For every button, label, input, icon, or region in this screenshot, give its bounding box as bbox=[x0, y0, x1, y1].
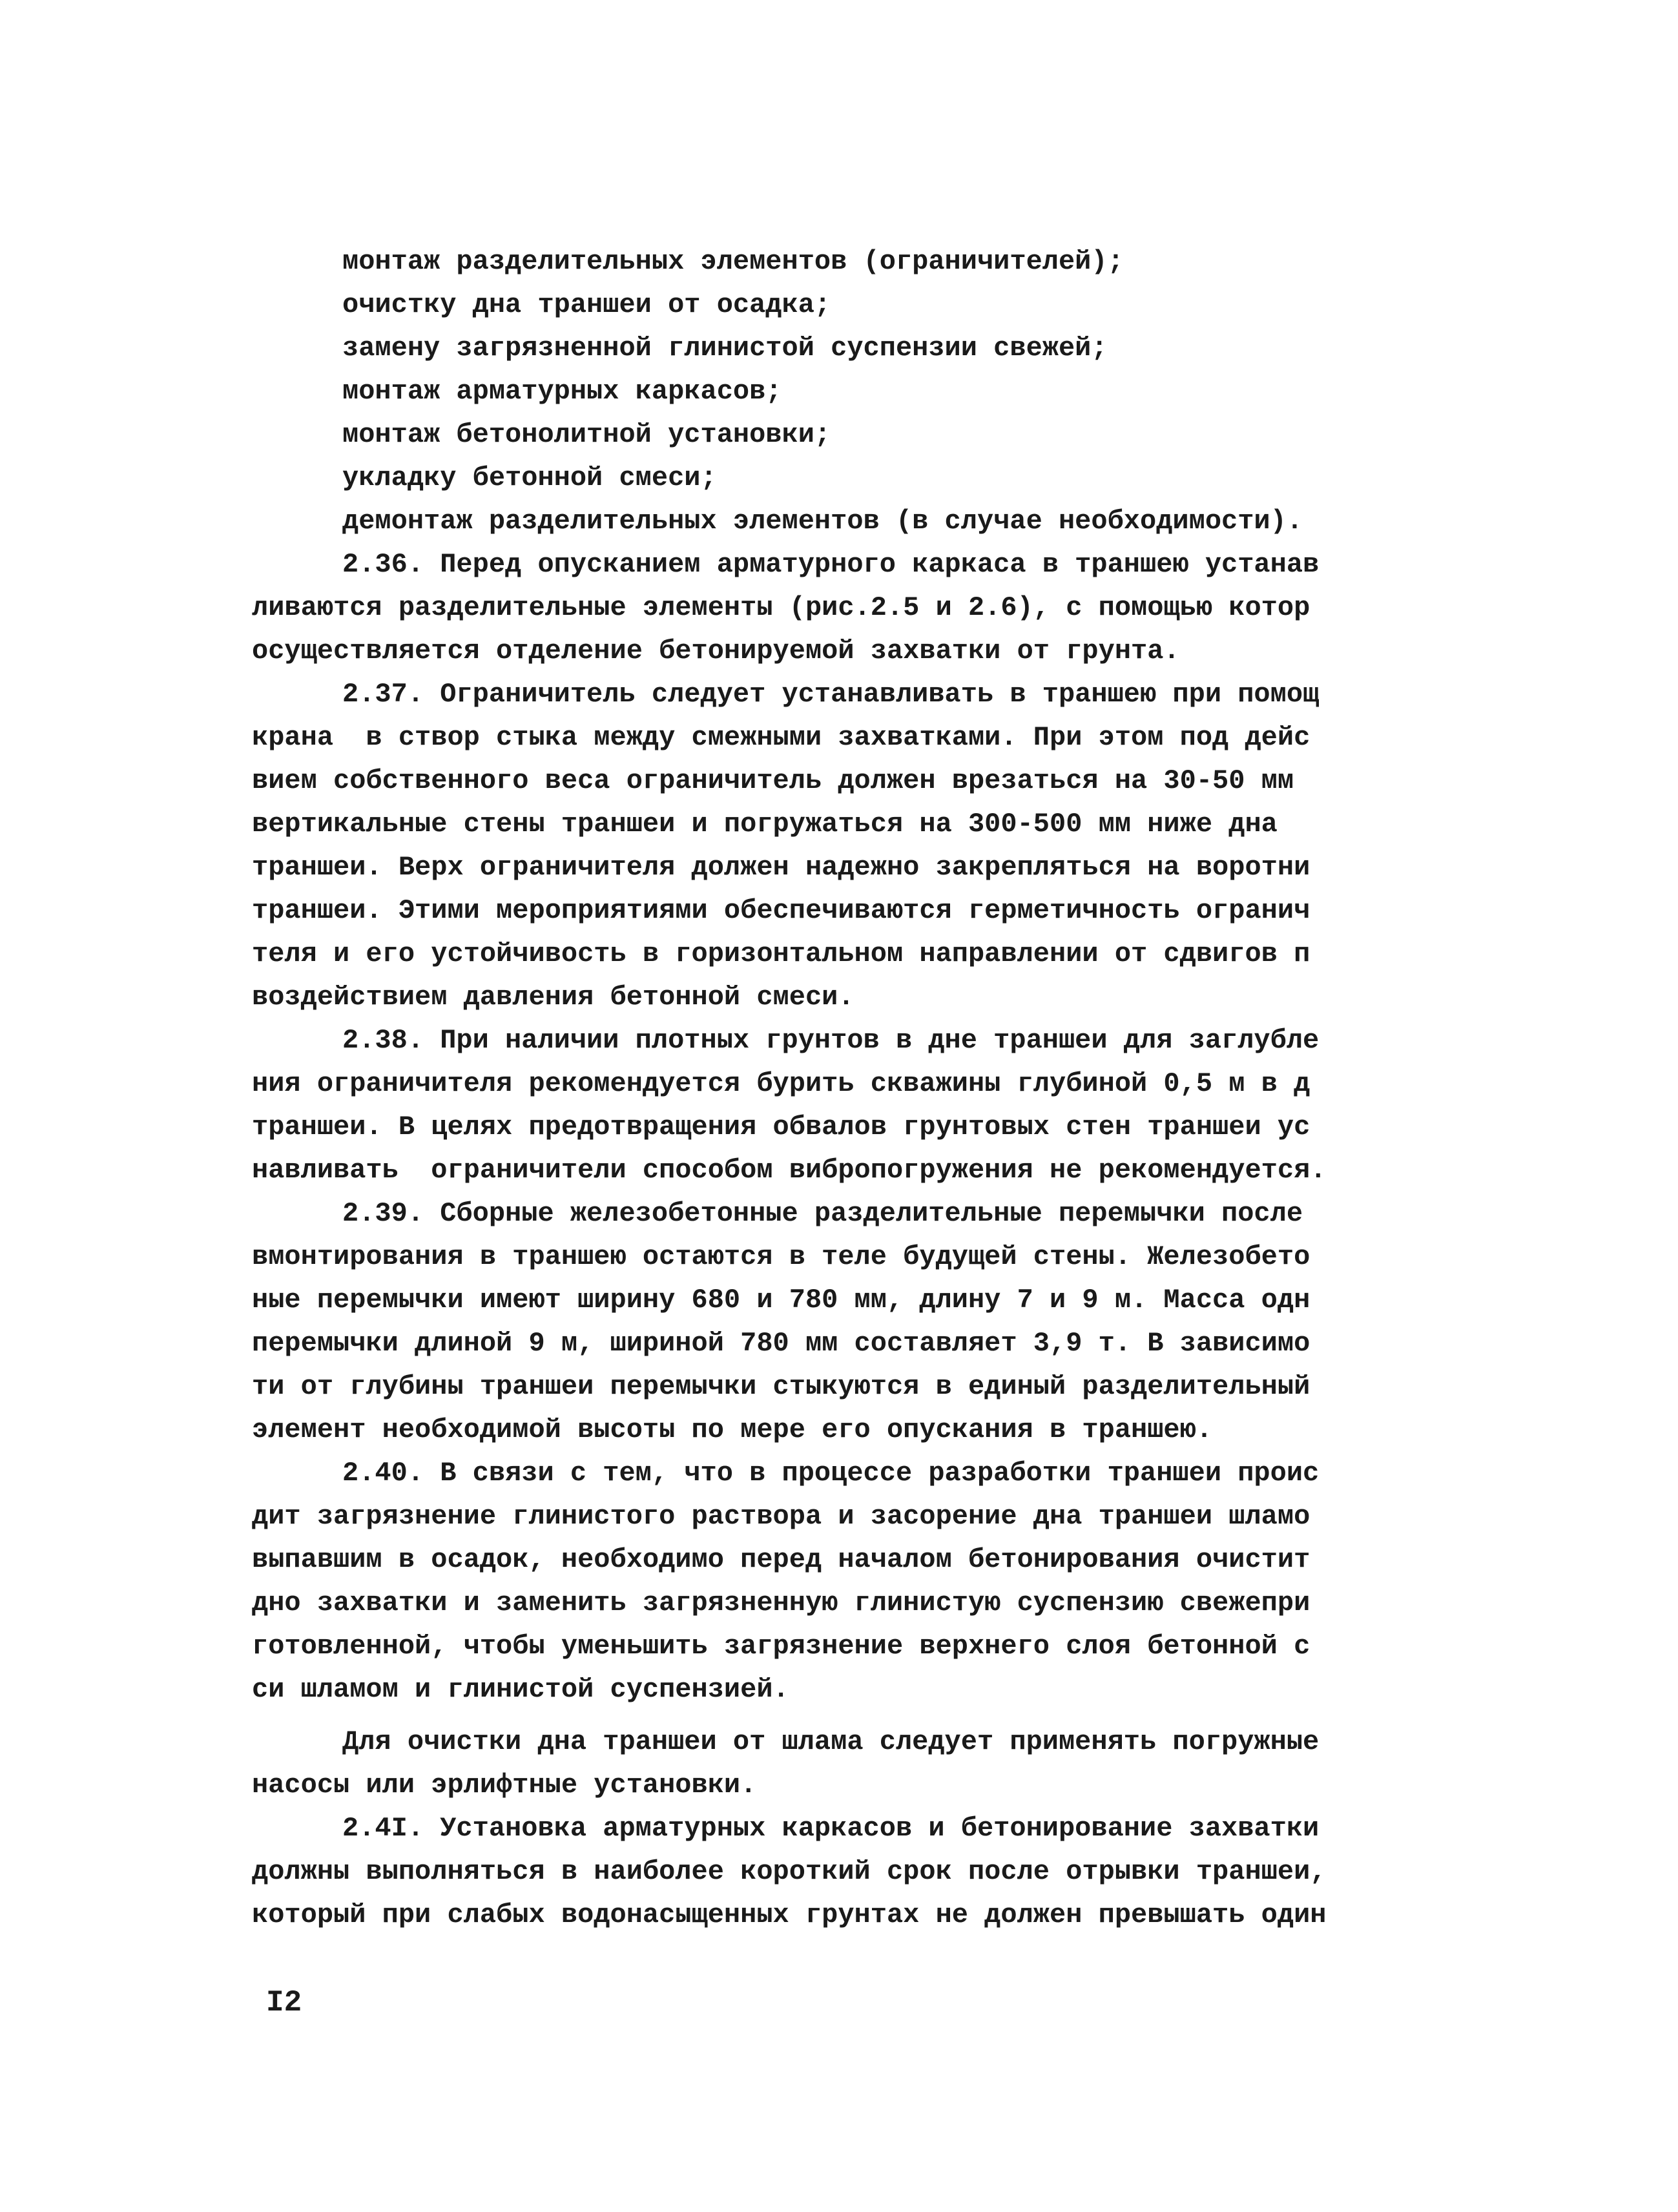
text-line: траншеи. В целях предотвращения обвалов грунтовых стен траншеи ус bbox=[252, 1111, 1310, 1142]
text-line: замену загрязненной глинистой суспензии свежей; bbox=[342, 333, 1108, 364]
text-line: вмонтирования в траншею остаются в теле будущей стены. Железобето bbox=[252, 1241, 1310, 1272]
paragraph-2-39-start: 2.39. Сборные железобетонные разделительные перемычки после bbox=[342, 1198, 1303, 1229]
text-line: монтаж бетонолитной установки; bbox=[342, 419, 831, 450]
text-line: навливать ограничители способом вибропогружения не рекомендуется. bbox=[252, 1155, 1327, 1186]
text-line: монтаж арматурных каркасов; bbox=[342, 376, 782, 407]
text-line: ные перемычки имеют ширину 680 и 780 мм, длину 7 и 9 м. Масса одн bbox=[252, 1285, 1310, 1316]
text-line: готовленной, чтобы уменьшить загрязнение верхнего слоя бетонной с bbox=[252, 1631, 1310, 1662]
paragraph-2-40-start: 2.40. В связи с тем, что в процессе разработки траншеи проис bbox=[342, 1458, 1320, 1489]
paragraph-cleaning-start: Для очистки дна траншеи от шлама следует применять погружные bbox=[342, 1726, 1320, 1757]
text-line: демонтаж разделительных элементов (в случае необходимости). bbox=[342, 506, 1303, 537]
text-line: выпавшим в осадок, необходимо перед началом бетонирования очистит bbox=[252, 1544, 1310, 1575]
page-number: I2 bbox=[266, 1986, 302, 2020]
text-line: вертикальные стены траншеи и погружаться на 300-500 мм ниже дна bbox=[252, 809, 1278, 840]
text-line: крана в створ стыка между смежными захватками. При этом под дейс bbox=[252, 722, 1310, 753]
text-line: укладку бетонной смеси; bbox=[342, 462, 717, 493]
text-line: ти от глубины траншеи перемычки стыкуются в единый разделительный bbox=[252, 1371, 1310, 1402]
text-line: траншеи. Этими мероприятиями обеспечиваются герметичность огранич bbox=[252, 895, 1310, 926]
text-line: ливаются разделительные элементы (рис.2.5 и 2.6), с помощью котор bbox=[252, 592, 1310, 623]
text-line: траншеи. Верх ограничителя должен надежно закрепляться на воротни bbox=[252, 852, 1310, 883]
text-line: осуществляется отделение бетонируемой захватки от грунта. bbox=[252, 636, 1180, 667]
text-line: ния ограничителя рекомендуется бурить скважины глубиной 0,5 м в д bbox=[252, 1068, 1310, 1099]
paragraph-2-37-start: 2.37. Ограничитель следует устанавливать в траншею при помощ bbox=[342, 679, 1320, 710]
text-line: очистку дна траншеи от осадка; bbox=[342, 289, 831, 320]
text-line: дно захватки и заменить загрязненную глинистую суспензию свежепри bbox=[252, 1587, 1310, 1618]
text-line: насосы или эрлифтные установки. bbox=[252, 1770, 757, 1801]
text-line: элемент необходимой высоты по мере его опускания в траншею. bbox=[252, 1414, 1213, 1445]
body-text bbox=[252, 240, 1414, 1937]
text-line: дит загрязнение глинистого раствора и засорение дна траншеи шламо bbox=[252, 1501, 1310, 1532]
text-line: вием собственного веса ограничитель должен врезаться на 30-50 мм bbox=[252, 765, 1294, 796]
text-line: теля и его устойчивость в горизонтальном направлении от сдвигов п bbox=[252, 938, 1310, 969]
text-line: который при слабых водонасыщенных грунтах не должен превышать один bbox=[252, 1899, 1327, 1930]
paragraph-2-41-start: 2.4I. Установка арматурных каркасов и бетонирование захватки bbox=[342, 1813, 1320, 1844]
text-line: си шламом и глинистой суспензией. bbox=[252, 1674, 789, 1705]
paragraph-2-36-start: 2.36. Перед опусканием арматурного каркаса в траншею устанав bbox=[342, 549, 1320, 580]
paragraph-2-38-start: 2.38. При наличии плотных грунтов в дне траншеи для заглубле bbox=[342, 1025, 1320, 1056]
text-line: монтаж разделительных элементов (ограничителей); bbox=[342, 246, 1124, 277]
text-line: перемычки длиной 9 м, шириной 780 мм составляет 3,9 т. В зависимо bbox=[252, 1328, 1310, 1359]
text-line: воздействием давления бетонной смеси. bbox=[252, 982, 855, 1013]
text-line: должны выполняться в наиболее короткий срок после отрывки траншеи, bbox=[252, 1856, 1327, 1887]
